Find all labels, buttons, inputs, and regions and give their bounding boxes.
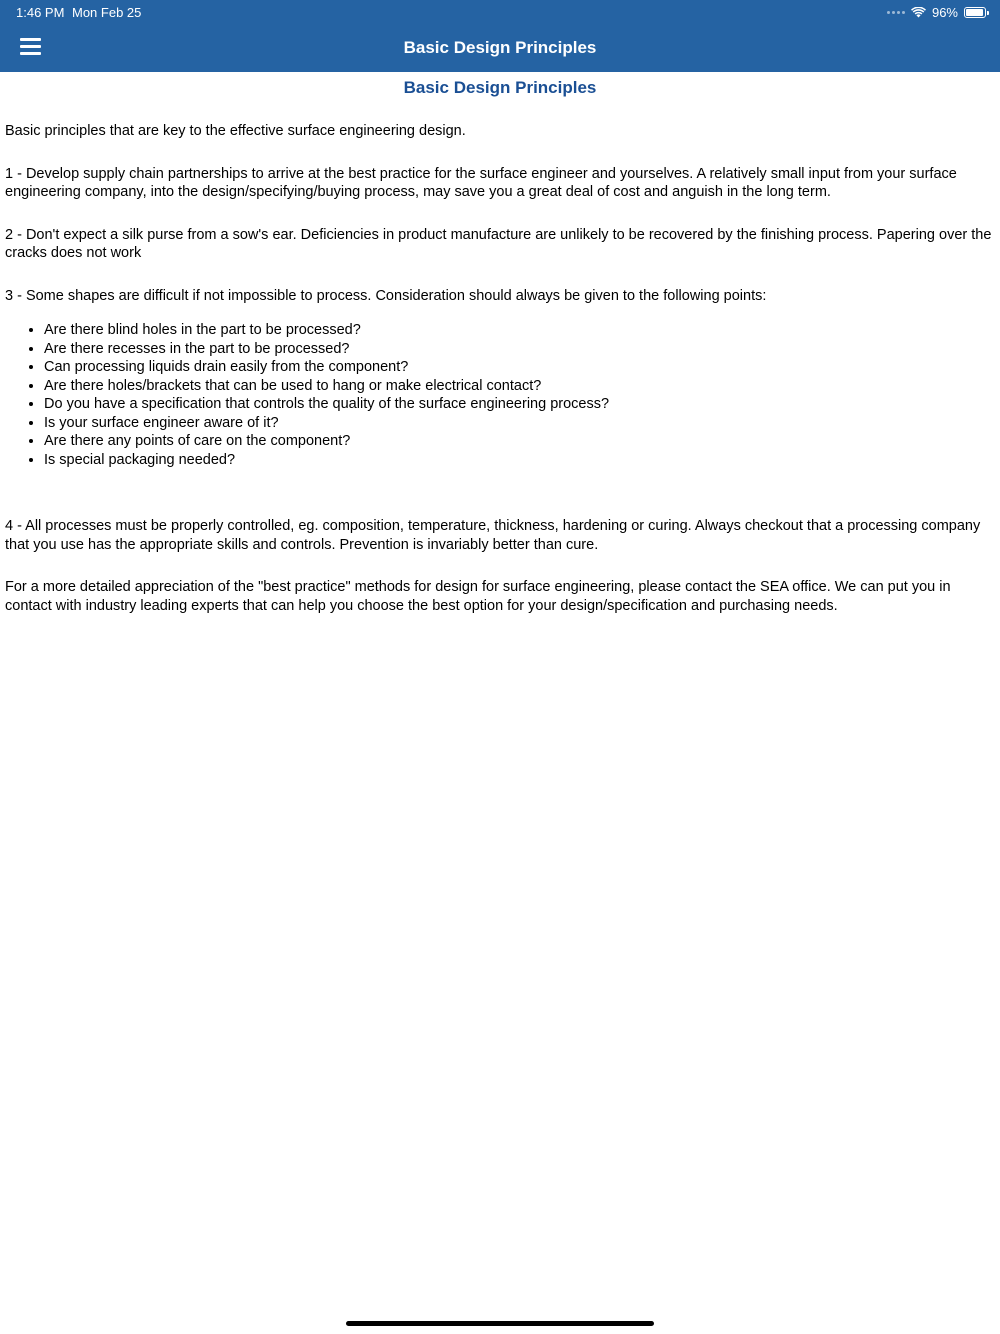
- list-item: • Are there any points of care on the component?: [44, 432, 995, 451]
- battery-level-fill: [966, 9, 983, 16]
- cellular-signal-icon: [887, 11, 905, 14]
- nav-title: Basic Design Principles: [403, 38, 597, 57]
- list-item: • Do you have a specification that controls the quality of the surface engineering process?: [44, 395, 995, 414]
- considerations-list: [5, 321, 995, 469]
- list-item: • Are there recesses in the part to be processed?: [44, 340, 995, 359]
- home-indicator[interactable]: [346, 1321, 654, 1326]
- list-item: • Are there blind holes in the part to be processed?: [44, 321, 995, 340]
- list-item: • Can processing liquids drain easily from the component?: [44, 358, 995, 377]
- list-item: • Is your surface engineer aware of it?: [44, 414, 995, 433]
- battery-icon: [964, 7, 986, 18]
- wifi-icon: [911, 7, 926, 18]
- principle-1-paragraph: 1 - Develop supply chain partnerships to arrive at the best practice for the surface engineer and yourselves. A relatively small input from your surface engineering company, into the design/specifying/buying process, may save you a great deal of cost and anguish in the long term.: [5, 165, 957, 200]
- status-indicators: [887, 4, 986, 20]
- navigation-bar: [0, 0, 1000, 72]
- principle-4-paragraph: 4 - All processes must be properly controlled, eg. composition, temperature, thickness, hardening or curing. Always checkout that a processing company that you use has the appropriate skills and controls. Prevention is invariably better than cure.: [5, 518, 981, 553]
- list-item: • Is special packaging needed?: [44, 451, 995, 470]
- intro-paragraph: Basic principles that are key to the effective surface engineering design.: [5, 123, 466, 139]
- article-content: [5, 78, 995, 639]
- closing-paragraph: For a more detailed appreciation of the "best practice" methods for design for surface engineering, please contact the SEA office. We can put you in contact with industry leading experts that can help you choose the best option for your design/specification and purchasing needs.: [5, 579, 951, 614]
- battery-percent: 96%: [931, 4, 958, 20]
- list-item: • Are there holes/brackets that can be used to hang or make electrical contact?: [44, 377, 995, 396]
- principle-3-paragraph: 3 - Some shapes are difficult if not impossible to process. Consideration should always be given to the following points:: [5, 287, 767, 304]
- principle-2-paragraph: 2 - Don't expect a silk purse from a sow's ear. Deficiencies in product manufacture are unlikely to be recovered by the finishing process. Papering over the cracks does not work: [5, 226, 992, 261]
- status-time: 1:46 PM: [16, 5, 65, 20]
- page-heading: Basic Design Principles: [403, 78, 597, 97]
- status-date: Mon Feb 25: [72, 5, 142, 20]
